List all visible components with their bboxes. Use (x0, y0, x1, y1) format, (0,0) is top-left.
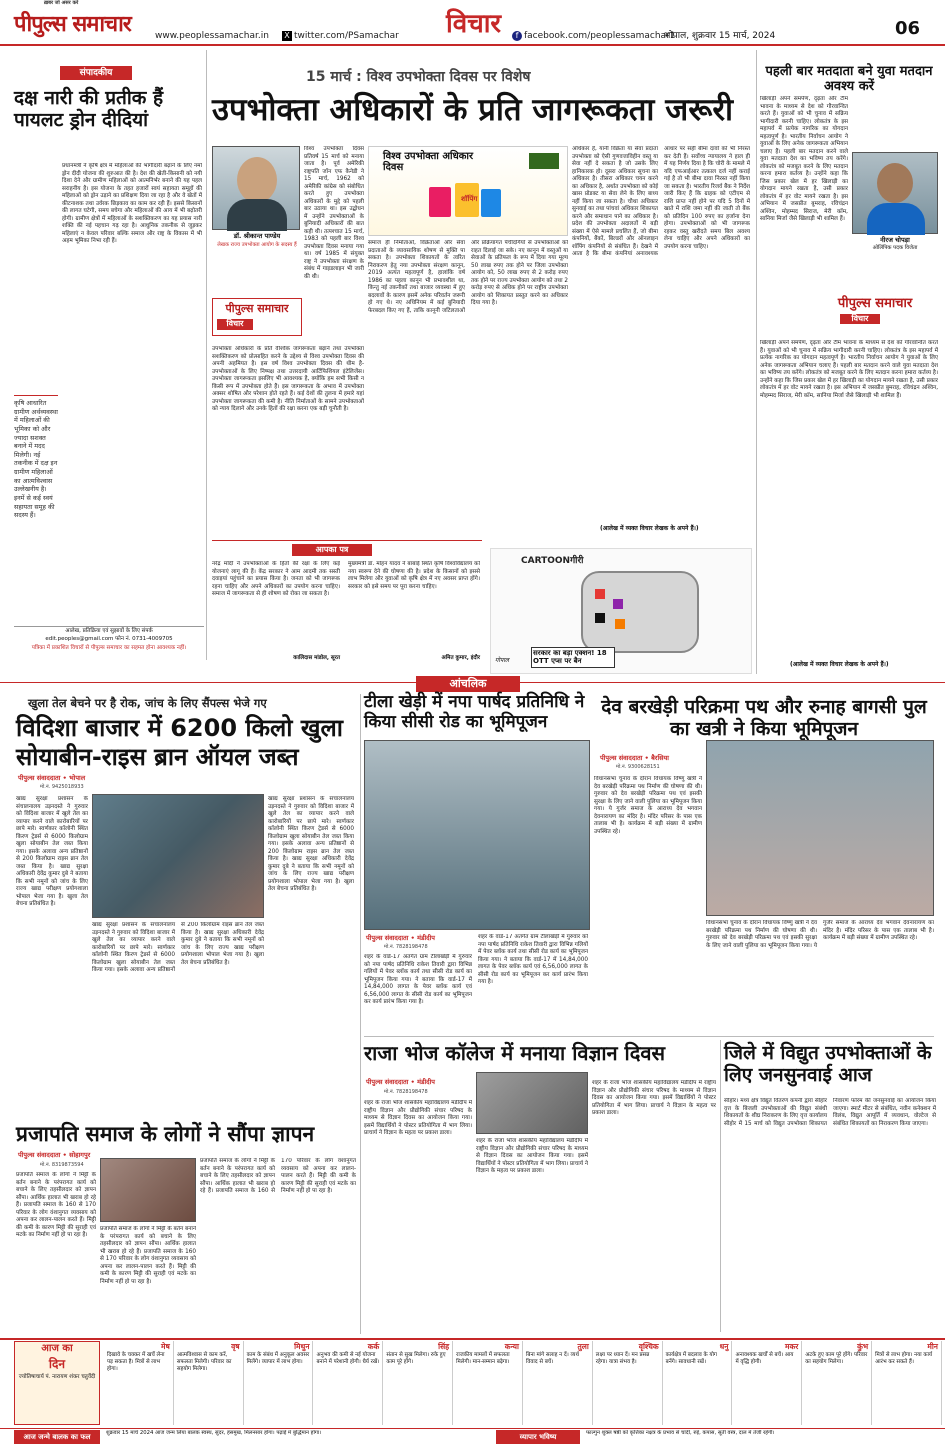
sign-name: मिथुन (294, 1342, 310, 1351)
sign-name: मेष (161, 1342, 170, 1351)
lead-col-1: विश्व उपभोक्ता दिवस प्रतिवर्ष 15 मार्च को मनाया जाता है। पूर्व अमेरिकी राष्ट्रपति जॉन एफ कैनेडी ने 15 मार्च, 1962 को अमेरिकी कांग्रेस को संबोधित करते हुए उपभोक्ता अधिकारों के मुद्दे को पहली बार उठाया था। इस उद्बोधन में उन्होंने उपभोक्ताओं के बुनियादी अधिकारों की बात कही थी। तत्पश्चात 15 मार्च, 1983 को पहली बार विश्व उपभोक्ता दिवस मनाया गया था। वर्ष 1985 में संयुक्त राष्ट्र ने उपभोक्ता संरक्षण के संबंध में गाइडलाइन भी जारी की थी। (304, 146, 364, 280)
sign-text: अनावश्यक खर्चों से बचें। आय में वृद्धि होगी। (735, 1351, 794, 1365)
voter-body: खिलाड़ी अपने समर्पण, दृढ़ता और टीम भावना के माध्यम से देश को गौरवान्वित करते हैं। युवाओं को भी चुनाव में सक्रिय भागीदारी करनी चाहिए। लोकतंत्र के इस महापर्व में प्रत्येक नागरिक का योगदान महत्वपूर्ण है। भारतीय निर्वाचन आयोग ने युवाओं के लिए अनेक जागरूकता अभियान चलाए हैं। पहली बार मतदान करने वाले युवा मतदाता देश का भविष्य तय करेंगे। लोकतंत्र को मजबूत करने के लिए मतदान करना हमारा कर्तव्य है। उन्होंने कहा कि जिस प्रकार खेल में हर खिलाड़ी का योगदान मायने रखता है, उसी प्रकार लोकतंत्र में हर वोट मायने रखता है। इस अभियान में जसप्रीत बुमराह, रविचंद्रन अश्विन, मोहम्मद सिराज, मेरी कॉम, सानिया मिर्जा जैसे खिलाड़ी भी शामिल हैं। (760, 340, 938, 399)
story4-byline: पीपुल्स संवाददाता • सोहागपुर (18, 1151, 91, 1159)
sign-text: कार्यक्षेत्र में बदलाव के योग बनेंगे। सावधानी रखें। (665, 1351, 717, 1365)
horoscope-sign (453, 1341, 523, 1425)
story5-mobile: मो.नं. 7828198478 (384, 1089, 428, 1095)
story4-mobile: मो.नं. 8319873594 (40, 1162, 84, 1168)
emblem-icon (529, 153, 559, 169)
athlete-photo (852, 152, 938, 234)
divider (364, 1036, 934, 1037)
horoscope-sign (174, 1341, 244, 1425)
website-link[interactable]: www.peoplessamachar.in (155, 31, 269, 41)
brand-name: पीपुल्स समाचार (14, 12, 131, 37)
author-photo (212, 146, 300, 230)
sign-text: लक्ष्य पर ध्यान दें। मन प्रसन्न रहेगा। यात्रा संभव है। (595, 1351, 650, 1365)
aaj-ka-din-box (14, 1341, 100, 1425)
story1-byline: पीपुल्स संवाददाता • भोपाल (18, 774, 86, 782)
page-number: 06 (895, 18, 921, 39)
story6-body: सीहोर। मध्य क्षेत्र विद्युत वितरण कंपनी द्वारा सीहोर वृत्त के बिजली उपभोक्ताओं की विद्युत संबंधी शिकायतों के शीघ्र निराकरण के लिए वृत्त कार्यालय सीहोर में 15 मार्च को विद्युत उपभोक्ता शिकायत निवारण फोरम की जनसुनवाई का आयोजन किया जाएगा। स्मार्ट मीटर से संबंधित, नवीन कनेक्शन में विलंब, विद्युत आपूर्ति में व्यवधान, वोल्टेज से संबंधित शिकायतों का निराकरण किया जाएगा। (724, 1098, 936, 1127)
sign-name: मीन (927, 1342, 938, 1351)
bag-icon (429, 187, 451, 217)
story5-title: राजा भोज कॉलेज में मनाया विज्ञान दिवस (364, 1041, 665, 1065)
story3-photo (706, 740, 934, 916)
consumer-day-graphic (368, 146, 568, 236)
sign-text: आत्मविश्वास से काम करें, सफलता मिलेगी। परिवार का सहयोग मिलेगा। (176, 1351, 232, 1372)
business-forecast-text: फाल्गुन शुक्ल षष्ठी को कृत्तिका नक्षत्र के प्रभाव से चांदी, रुई, कपास, सूती वस्त्र, दाल में तेजी रहेगी। (586, 1430, 775, 1436)
story2-title: टीला खेड़ी में नपा पार्षद प्रतिनिधि ने किया सीसी रोड का भूमिपूजन (364, 692, 585, 733)
lead-col-2: उपभोक्ता अधिकारों के प्रति वैश्विक जागरूकता बढ़ाने तथा उपभोक्ता सशक्तिकरण को प्रोत्साहित करने के उद्देश्य से विश्व उपभोक्ता दिवस की अपनी अहमियत है। इस वर्ष विश्व उपभोक्ता दिवस की थीम है- उपभोक्ताओं के लिए निष्पक्ष तथा उत्तरदायी आर्टिफिशियल इंटेलिजेंस। उपभोक्ता जागरूकता इसलिए भी आवश्यक है, क्योंकि हम सभी किसी न किसी रूप में उपभोक्ता होते हैं। इस जागरूकता के अभाव में उपभोक्ता अक्सर शोषित और परेशान होते रहते हैं। कई देशों की तुलना में हमारे यहां उपभोक्ता जागरूकता की कमी है। नीति निर्माताओं के सामने उपभोक्ताओं को न्याय दिलाने और उनके हितों की रक्षा करना एक बड़ी चुनौती है। (212, 346, 364, 413)
app-icon (595, 589, 605, 599)
horoscope-sign (872, 1341, 942, 1425)
story3-mobile: मो.नं. 9300628151 (616, 764, 660, 770)
issue-date: भोपाल, शुक्रवार 15 मार्च, 2024 (664, 31, 776, 41)
bag-icon (481, 189, 501, 217)
footer-contact-label: आलेख, प्रतिक्रिया एवं सुझावों के लिए संपर्क (65, 628, 153, 634)
story2-mobile: मो.नं. 7828198478 (384, 944, 428, 950)
divider (756, 50, 757, 674)
athlete-name: नीरज चोपड़ा (880, 236, 910, 244)
facebook-icon: f (512, 31, 522, 41)
letter-1-author: कालिदास मांडोल, सूरत (293, 655, 340, 661)
story2-body-cont: शहर के वार्ड-17 अंतर्गत ग्राम टीलाखेड़ी में गुरुवार को नपा पार्षद प्रतिनिधि राकेश तिवारी द्वारा विभिन्न गलियों में पेवर ब्लॉक कार्य तथा सीसी रोड कार्य का भूमिपूजन किया गया। ने बताया कि वार्ड-17 में 14,84,000 लागत के पेवर ब्लॉक कार्य एवं 6,56,000 लागत के सीसी रोड कार्य का भूमिपूजन कर कार्य प्रारंभ किया गया है। (478, 934, 588, 986)
graphic-title: विश्व उपभोक्ता अधिकार दिवस (383, 151, 474, 173)
story3-body: विधानसभा चुनाव के दौरान विधायक विष्णु खत्री ने देव बरखेड़ी परिक्रमा पथ निर्माण की घोषणा की थी। गुरुवार को देव बरखेड़ी परिक्रमा पथ एवं इसकी सुरक्षा के लिए जाने वाली पुलिया का भूमिपूजन किया गया। ये गुर्जर समाज के आराध्य देव भगवान देवनारायण का मंदिर है। मंदिर परिसर के पास एक तालाब भी है। कार्यक्रम में बड़ी संख्या में ग्रामीण उपस्थित रहे। (594, 776, 702, 835)
horoscope-sign (593, 1341, 663, 1425)
cartoon-label: CARTOONगीरी (521, 556, 584, 566)
voter-col-1: खिलाड़ी अपने समर्पण, दृढ़ता और टीम भावना के माध्यम से देश को गौरवान्वित करते हैं। युवाओं को भी चुनाव में सक्रिय भागीदारी करनी चाहिए। लोकतंत्र के इस महापर्व में प्रत्येक नागरिक का योगदान महत्वपूर्ण है। भारतीय निर्वाचन आयोग ने युवाओं के लिए अनेक जागरूकता अभियान चलाए हैं। पहली बार मतदान करने वाले युवा मतदाता देश का भविष्य तय करेंगे। लोकतंत्र को मजबूत करने के लिए मतदान करना हमारा कर्तव्य है। उन्होंने कहा कि जिस प्रकार खेल में हर खिलाड़ी का योगदान मायने रखता है, उसी प्रकार लोकतंत्र में हर वोट मायने रखता है। इस अभियान में जसप्रीत बुमराह, रविचंद्रन अश्विन, मोहम्मद सिराज, मेरी कॉम, सानिया मिर्जा जैसे खिलाड़ी भी शामिल हैं। (760, 96, 848, 223)
letter-1: नरेंद्र मोदी ने उपभोक्ताओं के हितों की रक्षा के लिए कई योजनाएं लागू की हैं। केंद्र सरकार ने आम आदमी तक सस्ती दवाइयां पहुंचाने का प्रयास किया है। जनता को भी जागरूक रहना चाहिए और अपने अधिकारों का उपयोग करना चाहिए। समाज में जागरूकता से ही शोषण को रोका जा सकता है। (212, 561, 340, 598)
divider (720, 1040, 721, 1332)
voter-logo-tag: विचार (840, 314, 880, 325)
birth-text: शुक्रवार 15 मार्च 2024 आज जन्म लिया बालक स्वस्थ, सुंदर, हंसमुख, मिलनसार होगा। पढ़ाई में बुद्धिमान होगा। (106, 1430, 322, 1436)
author-name: डॉ. श्रीकान्त पाण्डेय (233, 232, 281, 240)
lead-kicker: 15 मार्च : विश्व उपभोक्ता दिवस पर विशेष (306, 69, 531, 85)
horoscope-signs (104, 1341, 942, 1425)
footer-email[interactable]: edit.peoples@gmail.com फोन नं. 0731-4009705 (45, 636, 173, 643)
story1-body-col3: खाद्य सुरक्षा प्रशासन के संचालनालय उड़नदस्ते ने गुरुवार को विदिशा बाजार में खुले तेल का व्यापार करने वाले कारोबारियों पर छापे मारे। स्वर्णकार कॉलोनी स्थित किरण ट्रेडर्स से 6000 किलोग्राम खुला सोयाबीन तेल जब्त किया गया। इसके अलावा अन्य प्रतिष्ठानों से 200 किलोग्राम राइस ब्रान तेल जब्त किया है। खाद्य सुरक्षा अधिकारी देवेंद्र कुमार दुबे ने बताया कि सभी नमूनों को जांच के लिए राज्य खाद्य परीक्षण प्रयोगशाला भोपाल भेजा गया है। खुला तेल बेचना प्रतिबंधित है। (268, 796, 354, 893)
story2-photo (364, 740, 590, 930)
lead-title: उपभोक्ता अधिकारों के प्रति जागरूकता जरूरी (212, 92, 734, 128)
horoscope-sign (313, 1341, 383, 1425)
lead-col-4: अधिकार है, यानी विक्रेता या सेवा प्रदाता उपभोक्ता को ऐसी गुणवत्ताविहीन वस्तु या सेवा नहीं दे सकता है जो उसके लिए हानिकारक हो। दूसरा अधिकार सूचना का अधिकार है। तीसरा अधिकार चयन करने का अधिकार है, अर्थात उपभोक्ता को कोई खास प्रोडक्ट या सेवा लेने के लिए बाध्य नहीं किया जा सकता है। चौथा अधिकार सुनवाई का तथा पांचवां अधिकार शिकायत करने और समाधान पाने का अधिकार है। प्रदेश की उपभोक्ता अदालतों में बड़ी संख्या में ऐसे मामले प्रचलित हैं, जो बीमा कंपनियों, बैंकों, बिल्डरों और ऑनलाइन शॉपिंग कंपनियों से संबंधित हैं। देखने में आता है कि बीमा कंपनियां अनावश्यक आधार पर सही बीमा दावों को भी निरस्त कर देती हैं। सर्वोच्च न्यायालय ने हाल ही में यह निर्णय दिया है कि चोरी के मामले में यदि एफआईआर तत्काल दर्ज नहीं कराई गई है तो भी बीमा दावा निरस्त नहीं किया जा सकता है। भारतीय रिजर्व बैंक ने निर्देश जारी किए हैं कि ग्राहक को एटीएम से राशि प्राप्त नहीं होने पर यदि 5 दिनों में खाते में राशि जमा नहीं की जाती तो बैंक को प्रतिदिन 100 रुपए का हर्जाना देना होगा। उपभोक्ताओं को भी जागरूक रहकर वस्तु खरीदते समय बिल अवश्य लेना चाहिए और अपने अधिकारों का उपयोग करना चाहिए। (572, 146, 750, 258)
horoscope-sign (383, 1341, 453, 1425)
cartoon-caption: सरकार का बड़ा एक्शन! 18 OTT एप्स पर बैन (531, 647, 615, 668)
author-role: लेखक राज्य उपभोक्ता आयोग के सदस्य हैं (217, 242, 297, 248)
business-forecast-label: व्यापार भविष्य (496, 1430, 580, 1444)
editorial-quote: कृषि आधारित ग्रामीण अर्थव्यवस्था में महिलाओं की भूमिका को और ज्यादा सशक्त बनाने में मदद मिलेगी। नई तकनीक में दक्ष इन ग्रामीण महिलाओं का आत्मविश्वास उल्लेखनीय है। इनमें से कई स्वयं सहायता समूह की सदस्य हैं। (14, 395, 58, 585)
sign-name: कन्या (504, 1342, 519, 1351)
birth-label: आज जन्मे बालक का फल (14, 1430, 100, 1444)
story1-photo (92, 794, 264, 918)
letters-box (212, 540, 482, 668)
editorial-body: प्रधानमंत्री ने कृषि क्षेत्र में महिलाओं की भागीदारी बढ़ाने के लिए नमो ड्रोन दीदी योजना की शुरुआत की है। देश की खेती-किसानी को नयी दिशा देने और ग्रामीण महिलाओं को आत्मनिर्भर बनाने की यह पहल सराहनीय है। इस योजना के तहत हजारों स्वयं सहायता समूहों की महिलाओं को ड्रोन उड़ाने का प्रशिक्षण दिया जा रहा है और वे खेतों में कीटनाशक तथा उर्वरक छिड़काव का काम कर रही हैं। इससे किसानों की लागत घटेगी, समय बचेगा और महिलाओं की आय में भी बढ़ोतरी होगी। ग्रामीण क्षेत्रों में महिलाओं के सशक्तिकरण का यह प्रयास नारी शक्ति की नई पहचान गढ़ रहा है। आधुनिक तकनीक से जुड़कर महिलाएं न केवल परिवार बल्कि समाज और राष्ट्र के विकास में भी अहम भूमिका निभा रही हैं। (62, 163, 202, 245)
facebook-link[interactable] (512, 30, 676, 42)
phone-icon (581, 571, 699, 653)
sign-name: कर्क (367, 1342, 380, 1351)
footer-disclaimer: पत्रिका में प्रकाशित विचारों से पीपुल्स समाचार का सहमत होना आवश्यक नहीं। (31, 644, 187, 651)
horoscope-sign (104, 1341, 174, 1425)
sign-text: दिखावे के चक्कर में खर्चे लेना पड़ सकता है। मित्रों से लाभ होगा। (107, 1351, 165, 1372)
cartoon-panel (490, 548, 752, 674)
horoscope-footer (0, 1428, 945, 1445)
sign-text: मित्रों से लाभ होगा। नया कार्य आरंभ कर सकते हैं। (875, 1351, 933, 1365)
app-icon (613, 599, 623, 609)
story1-kicker: खुला तेल बेचने पर है रोक, जांच के लिए सैंपल्स भेजे गए (28, 696, 267, 710)
horoscope-sign (802, 1341, 872, 1425)
story3-byline: पीपुल्स संवाददाता • बैरसिया (600, 754, 669, 762)
graphic-tag: शॉपिंग (461, 195, 478, 203)
story4-body-cont: प्रजापति समाज के लोगों ने मिट्टी के बर्तन बनाने के परंपरागत कार्य को बचाने के लिए तहसीलदार को ज्ञापन सौंपा। आर्थिक हालात भी खराब हो रहे हैं। प्रजापति समाज के 160 से 170 परिवार के लोग वंशानुगत व्यवसाय को अपना कर लालन-पालन करते हैं। मिट्टी की कमी के कारण मिट्टी की सुराही एवं मटके का निर्माण नहीं हो पा रहा है। (100, 1226, 196, 1285)
sign-name: तुला (577, 1342, 589, 1351)
sign-name: वृश्चिक (638, 1342, 659, 1351)
athlete-caption: ओलिंपिक पदक विजेता (872, 245, 918, 251)
sign-text: अटके हुए काम पूरे होंगे। परिवार का सहयोग मिलेगा। (805, 1351, 868, 1365)
lead-logo-tag: विचार (217, 319, 253, 330)
story1-body-cont: खाद्य सुरक्षा प्रशासन के संचालनालय उड़नदस्ते ने गुरुवार को विदिशा बाजार में खुले तेल का व्यापार करने वाले कारोबारियों पर छापे मारे। स्वर्णकार कॉलोनी स्थित किरण ट्रेडर्स से 6000 किलोग्राम खुला सोयाबीन तेल जब्त किया गया। इसके अलावा अन्य प्रतिष्ठानों से 200 किलोग्राम राइस ब्रान तेल जब्त किया है। खाद्य सुरक्षा अधिकारी देवेंद्र कुमार दुबे ने बताया कि सभी नमूनों को जांच के लिए राज्य खाद्य परीक्षण प्रयोगशाला भोपाल भेजा गया है। खुला तेल बेचना प्रतिबंधित है। (92, 922, 264, 974)
story5-body: शहर के राजा भोज शासकीय महाविद्यालय मंडीदीप में राष्ट्रीय विज्ञान और प्रौद्योगिकी संचार परिषद के माध्यम से विज्ञान दिवस का आयोजन किया गया। इसमें विद्यार्थियों ने पोस्टर प्रतियोगिता में भाग लिया। प्राचार्य ने विज्ञान के महत्व पर प्रकाश डाला। (364, 1100, 472, 1137)
sign-name: कुंभ (857, 1342, 869, 1351)
app-icon (595, 613, 605, 623)
astrologer-name: ज्योतिषाचार्य पं. नारायण शंकर चतुर्वेदी (18, 1373, 96, 1380)
lead-col-3: समाज ही निर्माताओं, विक्रेताओं और सेवा प्रदाताओं के व्यावसायिक शोषण से मुक्ति पा सकता है। उपभोक्ता शिकायतों के त्वरित निराकरण हेतु नया उपभोक्ता संरक्षण कानून, 2019 अत्यंत महत्वपूर्ण है, हालांकि वर्ष 1986 का पहला कानून भी प्रभावशील था, किन्तु नई तकनीकों तथा बाजार व्यवस्था में हुए बदलावों के कारण इसमें अनेक परिवर्तन जरूरी हो गए थे। नए अधिनियम में कई बुनियादी फेरबदल किए गए हैं, ताकि कानूनी जटिलताओं और प्रक्रियागत पेचीदगियों से उपभोक्ताओं को राहत दिलाई जा सके। नए कानून में वस्तुओं या सेवाओं के प्रतिफल के रूप में दिया गया मूल्य 50 लाख रुपए तक होने पर जिला उपभोक्ता आयोग को, 50 लाख रुपए से 2 करोड़ रुपए तक होने पर राज्य उपभोक्ता आयोग को तथा 2 करोड़ रुपए से अधिक होने पर राष्ट्रीय उपभोक्ता आयोग को शिकायत प्रस्तुत करने का अधिकार दिया गया है। (368, 240, 568, 314)
section-title: विचार (446, 9, 502, 39)
story5-body-col3: शहर के राजा भोज शासकीय महाविद्यालय मंडीदीप में राष्ट्रीय विज्ञान और प्रौद्योगिकी संचार परिषद के माध्यम से विज्ञान दिवस का आयोजन किया गया। इसमें विद्यार्थियों ने पोस्टर प्रतियोगिता में भाग लिया। प्राचार्य ने विज्ञान के महत्व पर प्रकाश डाला। (592, 1080, 716, 1117)
horoscope-sign (244, 1341, 314, 1425)
story1-title: विदिशा बाजार में 6200 किलो खुला सोयाबीन-राइस ब्रान ऑयल जब्त (16, 714, 343, 771)
editorial-title: दक्ष नारी की प्रतीक हैं पायलट ड्रोन दीदियां (14, 87, 164, 132)
horoscope-sign (663, 1341, 733, 1425)
story4-photo (100, 1158, 196, 1222)
sign-text: अनुभव की कमी से नई योजना बनाने में परेशानी होगी। धैर्य रखें। (316, 1351, 380, 1365)
voter-title: पहली बार मतदाता बने युवा मतदान अवश्य करें (765, 64, 933, 95)
story2-byline: पीपुल्स संवाददाता • मंडीदीप (366, 934, 435, 942)
sign-text: बिना मांगे सलाह न दें। व्यर्थ विवाद से बचें। (525, 1351, 579, 1365)
horoscope-sign (732, 1341, 802, 1425)
editorial-band: संपादकीय (60, 66, 132, 80)
divider (206, 50, 207, 660)
letters-band: आपका पत्र (292, 544, 372, 556)
sign-name: सिंह (438, 1342, 450, 1351)
lead-note: (आलेख में व्यक्त विचार लेखक के अपने हैं।) (600, 525, 699, 532)
sign-text: काम के संबंध में अनुकूल अवसर मिलेंगे। व्यापार में लाभ होगा। (246, 1351, 310, 1365)
story1-mobile: मो.नं. 9425018933 (40, 784, 84, 790)
sign-name: मकर (784, 1342, 799, 1351)
voter-logo-name: पीपुल्स समाचार (837, 296, 913, 311)
story1-body: खाद्य सुरक्षा प्रशासन के संचालनालय उड़नदस्ते ने गुरुवार को विदिशा बाजार में खुले तेल का व्यापार करने वाले कारोबारियों पर छापे मारे। स्वर्णकार कॉलोनी स्थित किरण ट्रेडर्स से 6000 किलोग्राम खुला सोयाबीन तेल जब्त किया गया। इसके अलावा अन्य प्रतिष्ठानों से 200 किलोग्राम राइस ब्रान तेल जब्त किया है। खाद्य सुरक्षा अधिकारी देवेंद्र कुमार दुबे ने बताया कि सभी नमूनों को जांच के लिए राज्य खाद्य परीक्षण प्रयोगशाला भोपाल भेजा गया है। खुला तेल बेचना प्रतिबंधित है। (16, 796, 88, 908)
letter-2-author: अमित कुमार, इंदौर (441, 655, 480, 661)
sign-text: राजकीय मामलों में सफलता मिलेगी। मान-सम्मान बढ़ेगा। (456, 1351, 510, 1365)
story2-body: शहर के वार्ड-17 अंतर्गत ग्राम टीलाखेड़ी में गुरुवार को नपा पार्षद प्रतिनिधि राकेश तिवारी द्वारा विभिन्न गलियों में पेवर ब्लॉक कार्य तथा सीसी रोड कार्य का भूमिपूजन किया गया। ने बताया कि वार्ड-17 में 14,84,000 लागत के पेवर ब्लॉक कार्य एवं 6,56,000 लागत के सीसी रोड कार्य का भूमिपूजन कर कार्य प्रारंभ किया गया है। (364, 954, 472, 1006)
sign-name: धनु (719, 1342, 729, 1351)
story4-title: प्रजापति समाज के लोगों ने सौंपा ज्ञापन (16, 1122, 315, 1146)
letter-2: मुख्यमंत्री डॉ. मोहन यादव ने बाबाई स्थित कृषि विश्वविद्यालय को नया स्वरूप देने की घोषणा की है। प्रदेश के किसानों को इससे लाभ मिलेगा और युवाओं को कृषि क्षेत्र में नए अवसर प्राप्त होंगे। सरकार को इसे समय पर पूरा करना चाहिए। (348, 561, 480, 590)
din-label: दिन (48, 1356, 66, 1371)
horoscope-sign (523, 1341, 593, 1425)
twitter-handle: twitter.com/PSamachar (294, 31, 399, 41)
x-icon: X (282, 31, 292, 41)
story5-byline: पीपुल्स संवाददाता • मंडीदीप (366, 1078, 435, 1086)
story4-body-col3: प्रजापति समाज के लोगों ने मिट्टी के बर्तन बनाने के परंपरागत कार्य को बचाने के लिए तहसीलदार को ज्ञापन सौंपा। आर्थिक हालात भी खराब हो रहे हैं। प्रजापति समाज के 160 से 170 परिवार के लोग वंशानुगत व्यवसाय को अपना कर लालन-पालन करते हैं। मिट्टी की कमी के कारण मिट्टी की सुराही एवं मटके का निर्माण नहीं हो पा रहा है। (200, 1158, 356, 1195)
aaj-label: आज का (41, 1343, 73, 1354)
lead-paper-logo (212, 298, 302, 336)
sign-name: वृष (231, 1342, 240, 1351)
brand-tagline: ख़बर जो असर करे (44, 0, 79, 6)
story3-body-cont: विधानसभा चुनाव के दौरान विधायक विष्णु खत्री ने देव बरखेड़ी परिक्रमा पथ निर्माण की घोषणा की थी। गुरुवार को देव बरखेड़ी परिक्रमा पथ एवं इसकी सुरक्षा के लिए जाने वाली पुलिया का भूमिपूजन किया गया। ये गुर्जर समाज के आराध्य देव भगवान देवनारायण का मंदिर है। मंदिर परिसर के पास एक तालाब भी है। कार्यक्रम में बड़ी संख्या में ग्रामीण उपस्थित रहे। (706, 920, 934, 949)
story6-title: जिले में विद्युत उपभोक्ताओं के लिए जनसुनवाई आज (724, 1042, 932, 1087)
story4-body: प्रजापति समाज के लोगों ने मिट्टी के बर्तन बनाने के परंपरागत कार्य को बचाने के लिए तहसीलदार को ज्ञापन सौंपा। आर्थिक हालात भी खराब हो रहे हैं। प्रजापति समाज के 160 से 170 परिवार के लोग वंशानुगत व्यवसाय को अपना कर लालन-पालन करते हैं। मिट्टी की कमी के कारण मिट्टी की सुराही एवं मटके का निर्माण नहीं हो पा रहा है। (16, 1172, 96, 1239)
story5-body-cont: शहर के राजा भोज शासकीय महाविद्यालय मंडीदीप में राष्ट्रीय विज्ञान और प्रौद्योगिकी संचार परिषद के माध्यम से विज्ञान दिवस का आयोजन किया गया। इसमें विद्यार्थियों ने पोस्टर प्रतियोगिता में भाग लिया। प्राचार्य ने विज्ञान के महत्व पर प्रकाश डाला। (476, 1138, 588, 1175)
editorial-footer (14, 626, 204, 652)
cartoonist-signature: गोपाल (495, 657, 509, 664)
sign-text: संतान से सुख मिलेगा। रुके हुए काम पूरे होंगे। (386, 1351, 446, 1365)
app-icon (615, 619, 625, 629)
facebook-handle: facebook.com/peoplessamachar1 (524, 31, 676, 41)
voter-note: (आलेख में व्यक्त विचार लेखक के अपने हैं।) (790, 661, 889, 668)
lead-logo-name: पीपुल्स समाचार (225, 302, 289, 315)
page-header (0, 0, 945, 46)
story3-title: देव बरखेड़ी परिक्रमा पथ और रुनाह बागसी पुल का खत्री ने किया भूमिपूजन (601, 696, 927, 741)
regional-band: आंचलिक (416, 676, 520, 692)
editorial-dropcap-col (14, 163, 58, 423)
story5-photo (476, 1072, 588, 1134)
divider (360, 694, 361, 1334)
twitter-link[interactable] (282, 30, 399, 42)
brand-logo (14, 0, 131, 38)
